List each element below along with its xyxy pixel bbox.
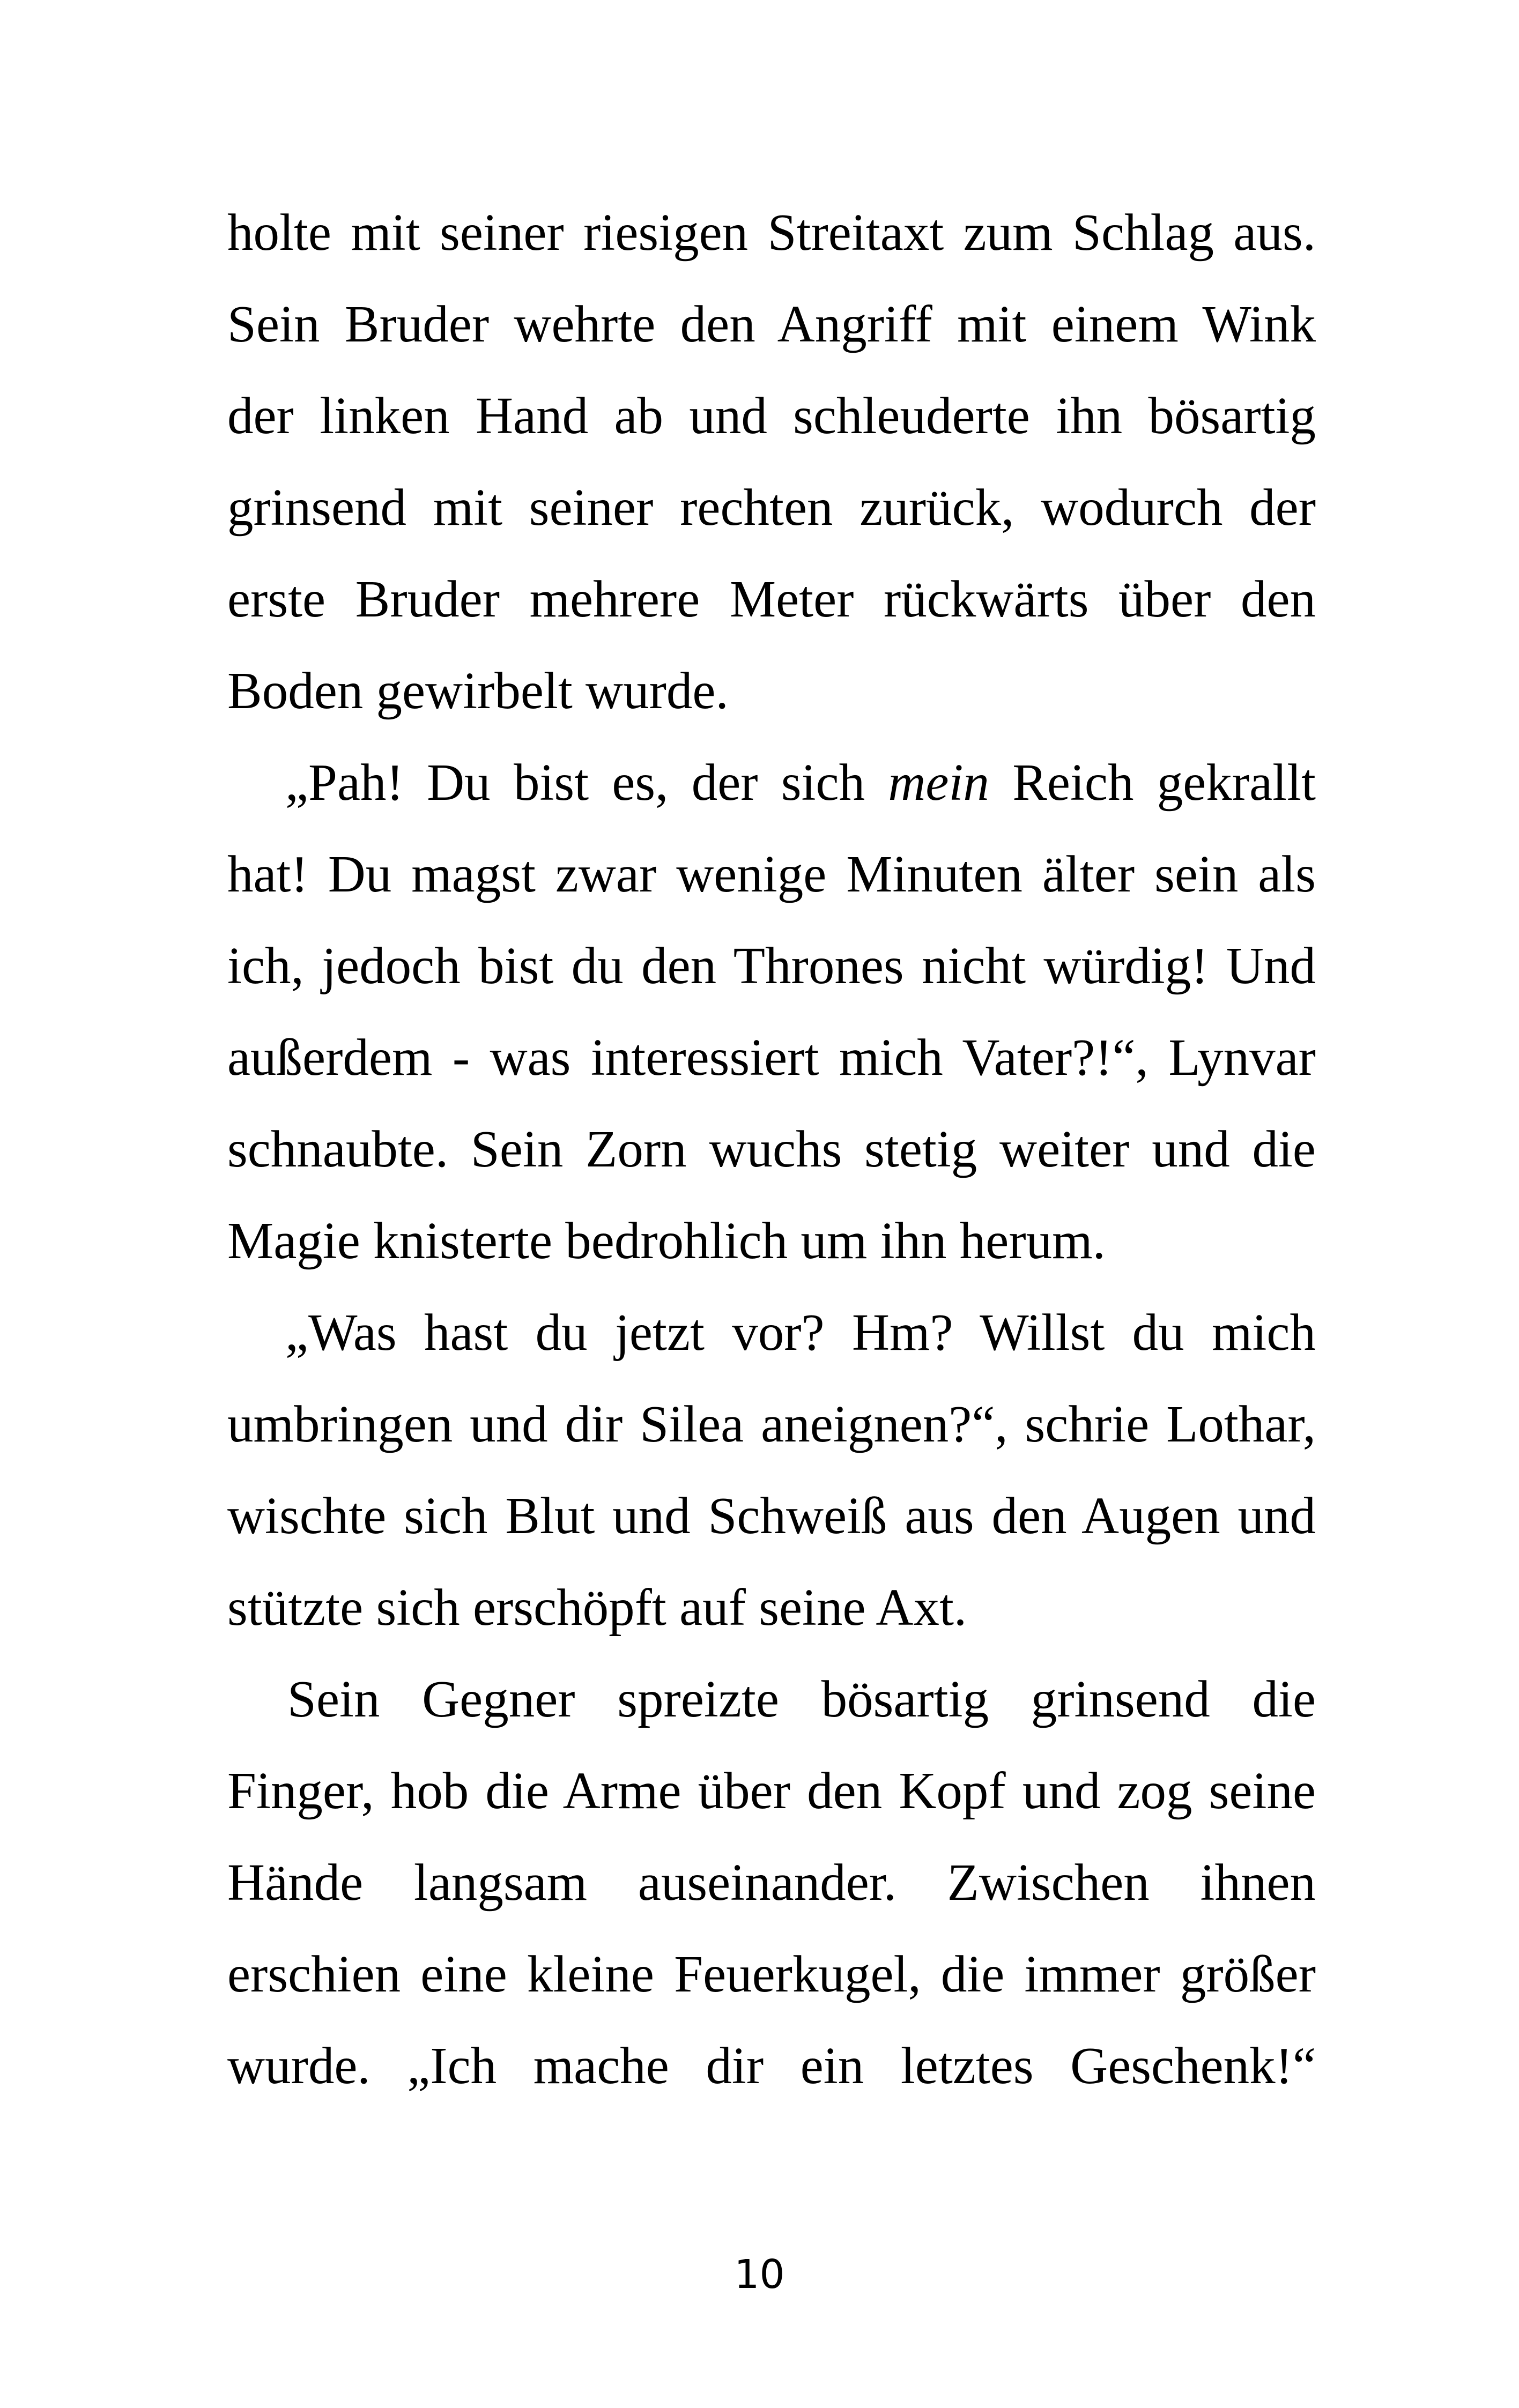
text-line: holte mit seiner riesigen Streitaxt zum Schlag aus. — [227, 204, 1316, 261]
text-line: erste Bruder mehrere Meter rückwärts über den — [227, 570, 1316, 628]
text-line: erschien eine kleine Feuerkugel, die immer größer — [227, 1945, 1316, 2003]
paragraph-1 — [227, 187, 1316, 737]
text-line: „Was hast du jetzt vor? Hm? Willst du mich — [285, 1304, 1316, 1361]
text-line: umbringen und dir Silea aneignen?“, schrie Lothar, — [227, 1395, 1316, 1453]
text-line — [227, 737, 1316, 828]
text-segment: „Pah! Du bist es, der sich — [285, 754, 888, 811]
text-line: wurde. „Ich mache dir ein letztes Geschenk!“ — [227, 2037, 1316, 2094]
text-line: Magie knisterte bedrohlich um ihn herum. — [227, 1212, 1106, 1269]
text-segment: Reich gekrallt — [989, 754, 1316, 811]
emphasized-word: mein — [888, 754, 989, 811]
text-line: wischte sich Blut und Schweiß aus den Augen und — [227, 1487, 1316, 1544]
text-line: schnaubte. Sein Zorn wuchs stetig weiter und die — [227, 1120, 1316, 1178]
text-line: Boden gewirbelt wurde. — [227, 662, 729, 719]
text-line: der linken Hand ab und schleuderte ihn bösartig — [227, 387, 1316, 444]
text-line: grinsend mit seiner rechten zurück, wodurch der — [227, 479, 1316, 536]
paragraph-2 — [227, 737, 1316, 1287]
text-line: Sein Gegner spreizte bösartig grinsend die — [287, 1670, 1316, 1728]
text-line: Hände langsam auseinander. Zwischen ihnen — [227, 1854, 1316, 1911]
text-line: Sein Bruder wehrte den Angriff mit einem Wink — [227, 295, 1316, 353]
text-line: außerdem - was interessiert mich Vater?!“, Lynvar — [227, 1029, 1316, 1086]
text-line: ich, jedoch bist du den Thrones nicht würdig! Und — [227, 937, 1316, 994]
paragraph-4 — [227, 1653, 1316, 2112]
page-number: 10 — [734, 2251, 785, 2298]
page-body-text — [227, 187, 1316, 2112]
paragraph-3 — [227, 1287, 1316, 1653]
text-line: hat! Du magst zwar wenige Minuten älter sein als — [227, 845, 1316, 903]
text-line: Finger, hob die Arme über den Kopf und zog seine — [227, 1762, 1316, 1819]
text-line: stützte sich erschöpft auf seine Axt. — [227, 1579, 967, 1636]
